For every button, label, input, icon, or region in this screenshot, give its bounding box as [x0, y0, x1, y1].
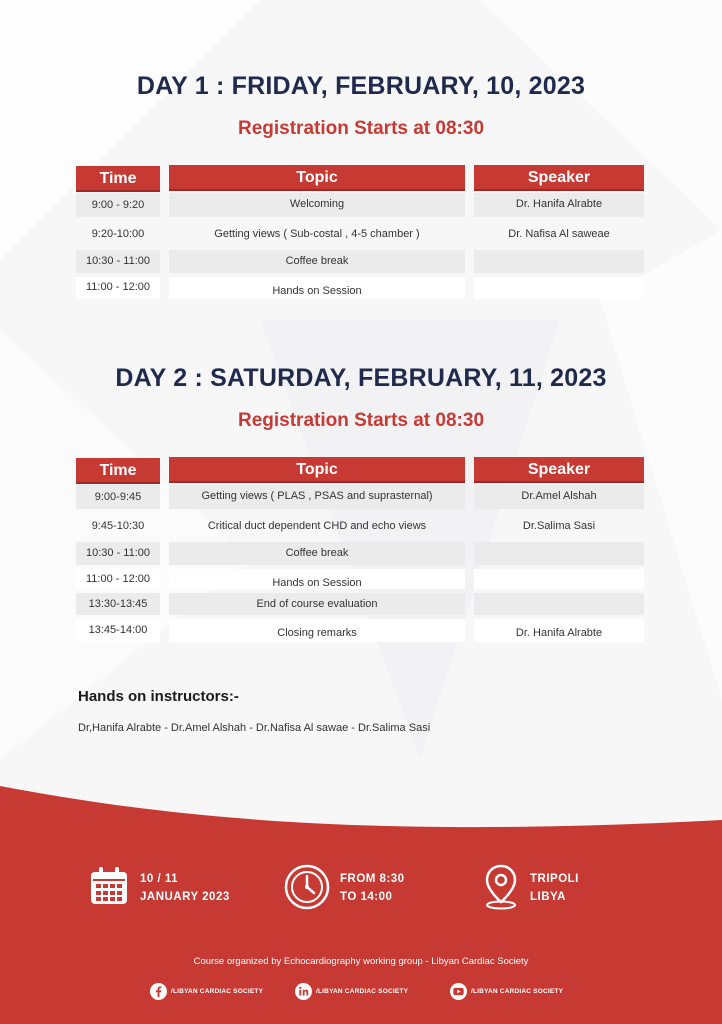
- day2-row6-speaker: Dr. Hanifa Alrabte: [474, 619, 644, 642]
- day1-row3-topic: Coffee break: [169, 250, 465, 273]
- day2-registration: Registration Starts at 08:30: [237, 410, 485, 431]
- linkedin-icon: [295, 983, 312, 1000]
- social-linkedin[interactable]: [295, 982, 408, 1000]
- day1-row1-time: 9:00 - 9:20: [76, 193, 160, 217]
- day1-row4-speaker: [474, 277, 644, 299]
- day2-row2-time: 9:45-10:30: [91, 520, 145, 532]
- day2-row6-time: 13:45-14:00: [76, 619, 160, 642]
- day1-registration: Registration Starts at 08:30: [237, 118, 485, 139]
- day2-header-topic: Topic: [169, 457, 465, 483]
- day2-row5-topic: End of course evaluation: [169, 593, 465, 615]
- day2-row5-time: 13:30-13:45: [76, 593, 160, 615]
- footer-date: [140, 870, 230, 906]
- day2-row4-speaker: [474, 569, 644, 589]
- day1-header-time: Time: [76, 166, 160, 192]
- day2-row1-topic: Getting views ( PLAS , PSAS and suprasternal): [169, 485, 465, 509]
- social-youtube[interactable]: [450, 982, 563, 1000]
- day1-header-topic: Topic: [169, 165, 465, 191]
- day1-header-speaker: Speaker: [474, 165, 644, 191]
- calendar-icon: [89, 866, 129, 906]
- day2-header-time: Time: [76, 458, 160, 484]
- organized-by: Course organized by Echocardiography working group - Libyan Cardiac Society: [193, 956, 529, 967]
- youtube-icon: [450, 983, 467, 1000]
- day2-row1-time: 9:00-9:45: [76, 485, 160, 509]
- footer-time-line2: TO 14:00: [340, 891, 393, 903]
- social-youtube-label: /LIBYAN CARDIAC SOCIETY: [471, 987, 564, 995]
- day2-row6-topic: Closing remarks: [169, 619, 465, 642]
- footer-place-line1: TRIPOLI: [530, 873, 579, 885]
- day1-title: DAY 1 : FRIDAY, FEBRUARY, 10, 2023: [136, 72, 586, 100]
- day1-row3-speaker: [474, 250, 644, 273]
- footer-place-line2: LIBYA: [530, 891, 566, 903]
- footer-time-line1: FROM 8:30: [340, 873, 405, 885]
- instructors-names: Dr,Hanifa Alrabte - Dr.Amel Alshah - Dr.Nafisa Al sawae - Dr.Salima Sasi: [78, 722, 431, 734]
- day1-row2-time: 9:20-10:00: [91, 228, 145, 240]
- day2-title: DAY 2 : SATURDAY, FEBRUARY, 11, 2023: [115, 364, 607, 392]
- social-linkedin-label: /LIBYAN CARDIAC SOCIETY: [316, 987, 409, 995]
- day1-row2-speaker: Dr. Nafisa Al saweae: [508, 228, 610, 240]
- day2-row4-topic: Hands on Session: [169, 569, 465, 589]
- day2-row2-speaker: Dr.Salima Sasi: [522, 520, 596, 532]
- facebook-icon: [150, 983, 167, 1000]
- clock-icon: [284, 864, 330, 910]
- day1-row1-speaker: Dr. Hanifa Alrabte: [474, 193, 644, 217]
- day1-row3-time: 10:30 - 11:00: [76, 250, 160, 273]
- footer-date-line2: JANUARY 2023: [140, 891, 230, 903]
- social-facebook-label: /LIBYAN CARDIAC SOCIETY: [171, 987, 264, 995]
- day1-row2-topic: Getting views ( Sub-costal , 4-5 chamber ): [214, 228, 420, 240]
- day1-row4-topic: Hands on Session: [169, 277, 465, 299]
- day1-row4-time: 11:00 - 12:00: [76, 277, 160, 299]
- footer-date-line1: 10 / 11: [140, 873, 179, 885]
- day2-row5-speaker: [474, 593, 644, 615]
- day2-row3-speaker: [474, 542, 644, 565]
- day2-row3-time: 10:30 - 11:00: [76, 542, 160, 565]
- day1-row1-topic: Welcoming: [169, 193, 465, 217]
- instructors-title: Hands on instructors:-: [78, 688, 239, 705]
- day2-row1-speaker: Dr.Amel Alshah: [474, 485, 644, 509]
- location-pin-icon: [483, 864, 519, 910]
- footer-time: [340, 870, 405, 906]
- footer-place: [530, 870, 579, 906]
- day2-row4-time: 11:00 - 12:00: [76, 569, 160, 589]
- day2-row2-topic: Critical duct dependent CHD and echo views: [207, 520, 427, 532]
- social-facebook[interactable]: [150, 982, 263, 1000]
- day2-header-speaker: Speaker: [474, 457, 644, 483]
- day2-row3-topic: Coffee break: [169, 542, 465, 565]
